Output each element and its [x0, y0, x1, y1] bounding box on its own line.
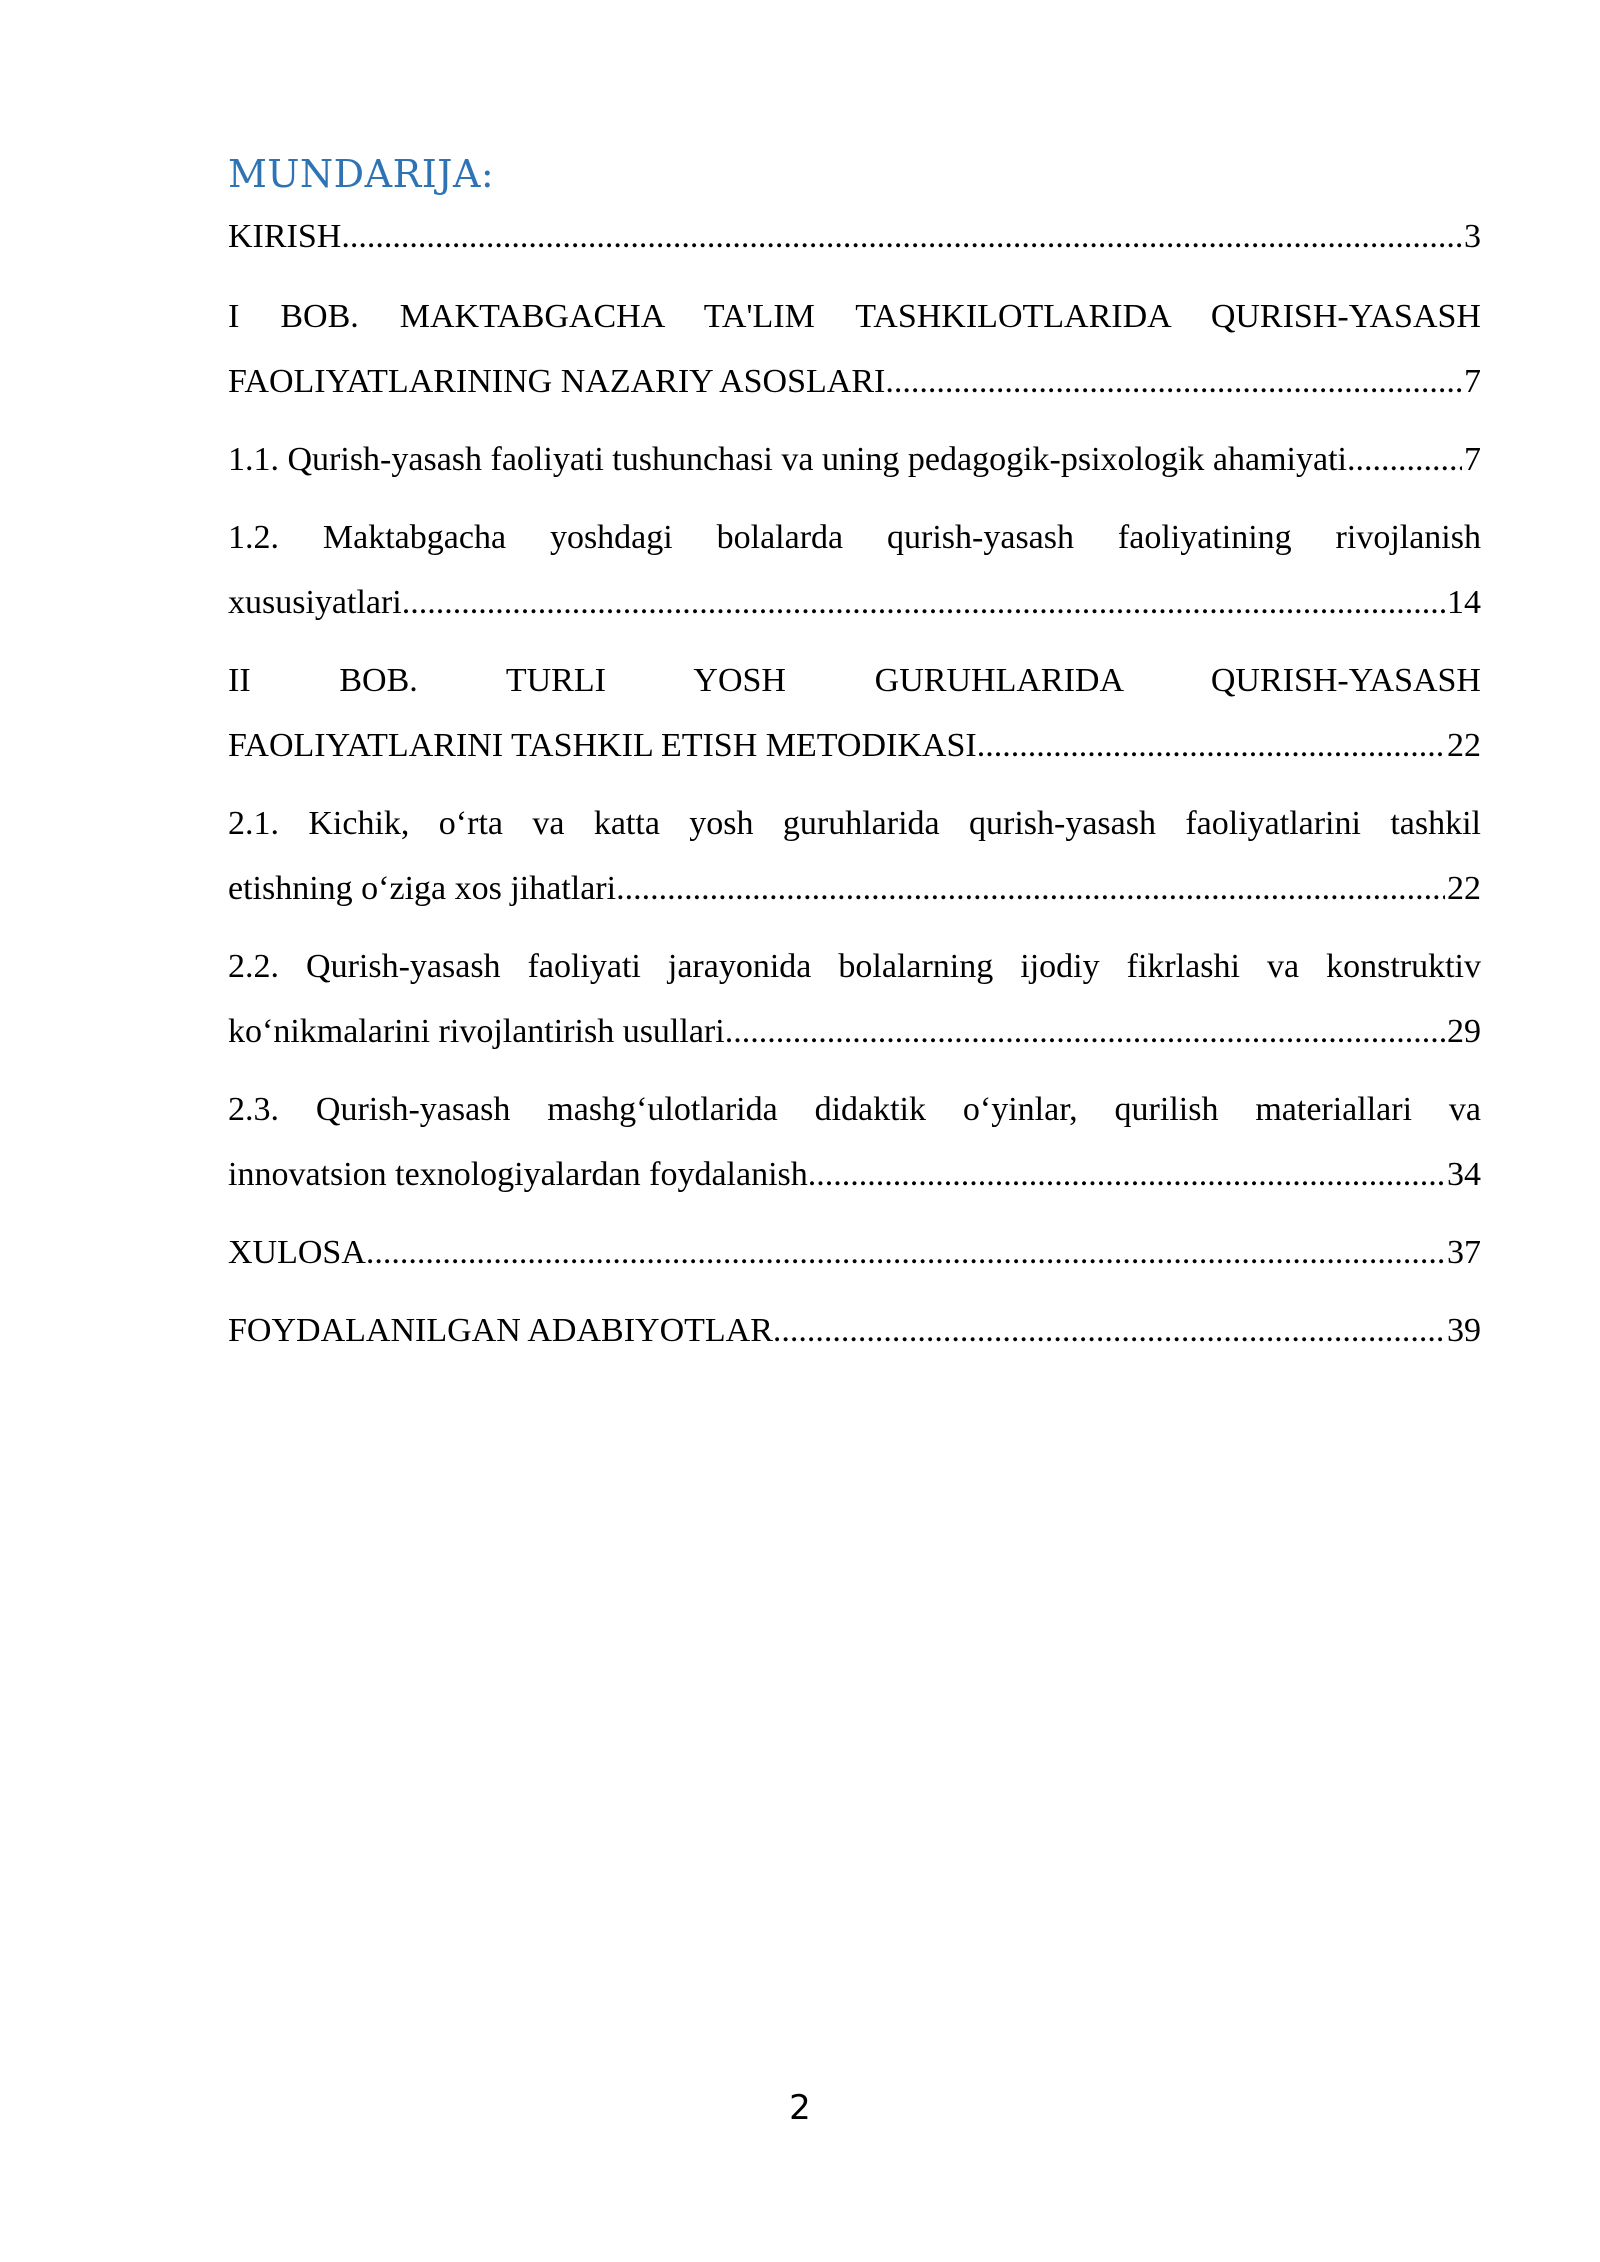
toc-entry-title: 1.1. Qurish-yasash faoliyati tushunchasi va uning pedagogik-psixologik ahamiyati [228, 441, 1347, 478]
toc-entry-title-line: 1.2. Maktabgacha yoshdagi bolalarda qurish-yasash faoliyatining rivojlanish [228, 519, 1481, 556]
toc-leader-dots [1347, 427, 1462, 492]
toc-entry-title: innovatsion texnologiyalardan foydalanish [228, 1156, 808, 1193]
toc-leader-dots [808, 1142, 1445, 1207]
toc-entry-title-line: 2.3. Qurish-yasash mashg‘ulotlarida didaktik o‘yinlar, qurilish materiallari va [228, 1091, 1481, 1128]
table-of-contents [228, 208, 1481, 1376]
toc-entry-title-line: 2.1. Kichik, o‘rta va katta yosh guruhlarida qurish-yasash faoliyatlarini tashkil [228, 805, 1481, 842]
toc-leader-dots [725, 999, 1445, 1064]
toc-leader-dots [977, 713, 1445, 778]
toc-leader-dots [341, 208, 1462, 266]
toc-entry-page: 34 [1447, 1156, 1481, 1193]
toc-leader-dots [366, 1220, 1445, 1285]
toc-heading: MUNDARIJA: [228, 152, 495, 196]
toc-entry-title: XULOSA [228, 1234, 366, 1271]
toc-entry-title-line: II BOB. TURLI YOSH GURUHLARIDA QURISH-YASASH [228, 662, 1481, 699]
toc-entry-chapter-1 [228, 284, 1481, 414]
toc-entry-title: KIRISH [228, 218, 342, 255]
toc-entry-title: FOYDALANILGAN ADABIYOTLAR [228, 1312, 773, 1349]
toc-entry-page: 22 [1447, 727, 1481, 764]
toc-entry-title: FAOLIYATLARINI TASHKIL ETISH METODIKASI [228, 727, 977, 764]
toc-leader-dots [616, 856, 1445, 921]
toc-entry-page: 14 [1447, 584, 1481, 621]
toc-entry-page: 37 [1447, 1234, 1481, 1271]
toc-entry-page: 29 [1447, 1013, 1481, 1050]
toc-entry-title: ko‘nikmalarini rivojlantirish usullari [228, 1013, 725, 1050]
toc-entry-references [228, 1298, 1481, 1363]
toc-entry-page: 22 [1447, 870, 1481, 907]
toc-entry-title: FAOLIYATLARINING NAZARIY ASOSLARI [228, 363, 886, 400]
toc-entry-title: xususiyatlari [228, 584, 402, 621]
toc-entry-page: 7 [1464, 363, 1481, 400]
toc-entry-page: 7 [1464, 441, 1481, 478]
toc-entry-section-1-2 [228, 505, 1481, 635]
toc-entry-chapter-2 [228, 648, 1481, 778]
toc-entry-title: etishning o‘ziga xos jihatlari [228, 870, 617, 907]
toc-entry-page: 39 [1447, 1312, 1481, 1349]
toc-leader-dots [885, 349, 1462, 414]
page-number: 2 [789, 2088, 811, 2128]
toc-entry-page: 3 [1464, 218, 1481, 255]
toc-entry-section-2-2 [228, 934, 1481, 1064]
toc-entry-section-2-3 [228, 1077, 1481, 1207]
toc-entry-xulosa [228, 1220, 1481, 1285]
toc-entry-title-line: 2.2. Qurish-yasash faoliyati jarayonida bolalarning ijodiy fikrlashi va konstruktiv [228, 948, 1481, 985]
toc-entry-section-2-1 [228, 791, 1481, 921]
toc-entry-section-1-1 [228, 427, 1481, 492]
toc-entry-kirish [228, 208, 1481, 266]
toc-leader-dots [402, 570, 1445, 635]
toc-entry-title-line: I BOB. MAKTABGACHA TA'LIM TASHKILOTLARIDA QURISH-YASASH [228, 298, 1481, 335]
toc-leader-dots [773, 1298, 1445, 1363]
